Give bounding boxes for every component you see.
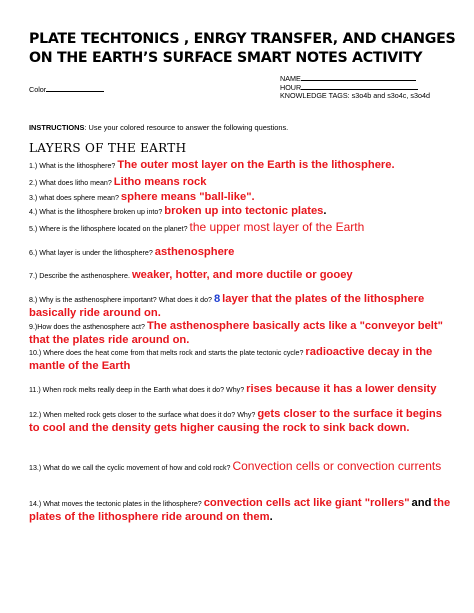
name-blank [301, 73, 416, 81]
question-8 [29, 293, 454, 321]
question-text: 13.) What do we call the cyclic movement of how and cold rock? [29, 464, 231, 472]
section-title: LAYERS OF THE EARTH [29, 141, 187, 155]
answer-text: asthenosphere [154, 246, 235, 258]
question-1 [29, 159, 454, 173]
question-text: 6.) What layer is under the lithosphere? [29, 249, 153, 257]
question-text: 10.) Where does the heat come from that melts rock and starts the plate tectonic cycle? [29, 349, 304, 357]
answer-end: . [269, 511, 273, 523]
answer-text: weaker, hotter, and more ductile or gooey [131, 269, 353, 281]
question-text: 7.) Describe the asthenosphere. [29, 272, 130, 280]
question-10 [29, 346, 454, 374]
question-5 [29, 221, 454, 236]
answer-text: The outer most layer on the Earth is the lithosphere. [117, 159, 395, 171]
answer-text: gets closer to the surface it begins to cool and the density gets higher causing the rock to sink back down. [29, 408, 442, 434]
question-7 [29, 269, 454, 283]
answer-text-continued: the plates of the lithosphere ride around on them [29, 497, 451, 523]
color-blank [46, 84, 104, 92]
instructions-text: : Use your colored resource to answer the following questions. [84, 123, 289, 132]
answer-text: convection cells act like giant "rollers" [203, 497, 410, 509]
question-14 [29, 497, 454, 525]
answer-and: and [411, 497, 432, 509]
answer-text: The asthenosphere basically acts like a "conveyor belt" that the plates ride around on. [29, 320, 443, 346]
question-11 [29, 383, 454, 397]
instructions [29, 123, 288, 132]
answer-text: layer that the plates of the lithosphere basically ride around on. [29, 293, 425, 319]
question-2 [29, 176, 454, 190]
question-text: 14.) What moves the tectonic plates in the lithosphere? [29, 500, 202, 508]
question-6 [29, 246, 454, 260]
answer-number: 8 [213, 293, 221, 305]
worksheet-title: PLATE TECHTONICS , ENRGY TRANSFER, AND CHANGES ON THE EARTH’S SURFACE SMART NOTES ACTIVITY [29, 31, 456, 66]
answer-text: rises because it has a lower density [246, 383, 437, 395]
question-text: 8.) Why is the asthenosphere important? What does it do? [29, 296, 212, 304]
question-3 [29, 191, 454, 205]
question-text: 2.) What does litho mean? [29, 179, 112, 187]
question-12 [29, 408, 454, 436]
answer-text: Convection cells or convection currents [232, 459, 442, 473]
question-4 [29, 205, 454, 219]
question-text: 4.) What is the lithosphere broken up into? [29, 208, 163, 216]
question-text: 3.) what does sphere mean? [29, 194, 119, 202]
question-text: 9.)How does the asthenosphere act? [29, 323, 145, 331]
color-field [29, 84, 104, 94]
answer-text: broken up into tectonic plates [164, 205, 324, 217]
question-9 [29, 320, 454, 348]
question-text: 12.) When melted rock gets closer to the surface what does it do? Why? [29, 411, 256, 419]
question-text: 11.) When rock melts really deep in the Earth what does it do? Why? [29, 386, 245, 394]
question-13 [29, 460, 454, 475]
instructions-label: INSTRUCTIONS [29, 123, 85, 132]
question-text: 1.) What is the lithosphere? [29, 162, 116, 170]
name-label: NAME [280, 74, 301, 83]
question-text: 5.) Where is the lithosphere located on the planet? [29, 225, 188, 233]
answer-text: Litho means rock [113, 176, 207, 188]
color-label: Color [29, 85, 47, 94]
hour-blank [301, 82, 418, 90]
answer-text: the upper most layer of the Earth [189, 220, 365, 234]
knowledge-tags: KNOWLEDGE TAGS: s3o4b and s3o4c, s3o4d [280, 91, 430, 100]
hour-label: HOUR [280, 83, 302, 92]
answer-text: radioactive decay in the mantle of the Earth [29, 346, 433, 372]
answer-end: . [323, 205, 327, 217]
answer-text: sphere means "ball-like". [120, 191, 255, 203]
